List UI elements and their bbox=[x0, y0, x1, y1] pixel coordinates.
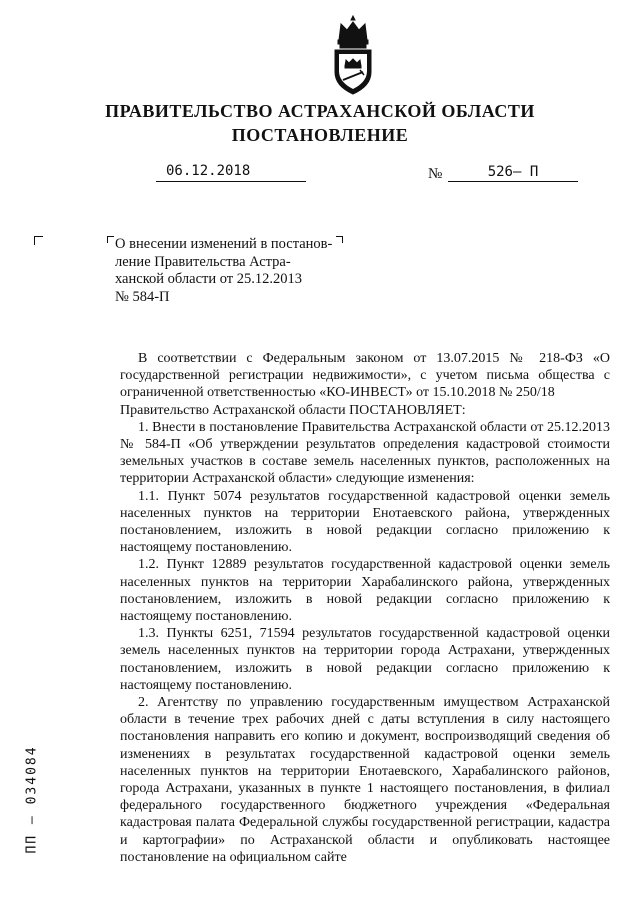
subject-bracket-left bbox=[107, 236, 114, 243]
document-number-field bbox=[448, 164, 578, 182]
margin-corner-mark bbox=[34, 236, 43, 245]
document-type: ПОСТАНОВЛЕНИЕ bbox=[231, 125, 409, 145]
body-paragraph: 1. Внести в постановление Правительства Астраханской области от 25.12.2013 № 584-П «Об утверждении результатов определения кадастровой стоимости земельных участков в составе земель населенных пунктов, расположенных на территории Астраханской области» следующие изменения: bbox=[120, 419, 610, 487]
document-date-field bbox=[156, 164, 306, 182]
document-body bbox=[120, 350, 610, 866]
subject-line: О внесении изменений в постанов- bbox=[115, 236, 333, 252]
document-number: 526– П bbox=[487, 164, 539, 180]
body-paragraph: 1.2. Пункт 12889 результатов государственной кадастровой оценки земель населенных пунктов на территории Харабалинского района, утвержденных постановлением, изложить в новой редакции согласно приложению к настоящему постановлению. bbox=[120, 557, 610, 625]
coat-of-arms-icon bbox=[327, 14, 379, 98]
subject-line: № 584-П bbox=[115, 288, 170, 305]
subject-line: ление Правительства Астра- bbox=[115, 253, 291, 270]
body-paragraph: 1.3. Пункты 6251, 71594 результатов государственной кадастровой оценки земель населенных пунктов на территории города Астрахани, утвержденных постановлением, изложить в новой редакции согласно приложению к настоящему постановлению. bbox=[120, 626, 610, 693]
subject-line: ханской области от 25.12.2013 bbox=[115, 271, 302, 287]
body-paragraph: 1.1. Пункт 5074 результатов государственной кадастровой оценки земель населенных пунктов на территории Енотаевского района, утвержденных постановлением, изложить в новой редакции согласно приложению к настоящему постановлению. bbox=[120, 488, 610, 556]
form-serial-text: ПП – 034084 bbox=[24, 745, 40, 854]
government-title: ПРАВИТЕЛЬСТВО АСТРАХАНСКОЙ ОБЛАСТИ bbox=[105, 101, 535, 121]
subject-bracket-right bbox=[336, 236, 343, 243]
subject-block bbox=[115, 236, 337, 306]
document-date: 06.12.2018 bbox=[166, 163, 251, 179]
body-paragraph: Правительство Астраханской области ПОСТАНОВЛЯЕТ: bbox=[120, 402, 466, 418]
form-serial-code bbox=[20, 744, 44, 864]
body-paragraph: В соответствии с Федеральным законом от 13.07.2015 № 218-ФЗ «О государственной регистрации недвижимости», с учетом письма общества с ограниченной ответственностью «КО-ИНВЕСТ» от 15.10.2018 № 250/18 bbox=[120, 351, 610, 401]
body-paragraph: 2. Агентству по управлению государственным имуществом Астраханской области в течение трех рабочих дней с даты вступления в силу настоящего постановления направить его копию и документ, воспроизводящий сведения об изменениях в результатах государственной кадастровой оценки земель населенных пунктов на территории Енотаевского, Харабалинского районов, города Астрахани, указанных в пункте 1 настоящего постановления, в филиал федерального государственного бюджетного учреждения «Федеральная кадастровая палата Федеральной службы государственной регистрации, кадастра и картографии» по Астраханской области и опубликовать настоящее постановление на официальном сайте bbox=[120, 695, 610, 865]
number-sign: № bbox=[428, 166, 443, 182]
